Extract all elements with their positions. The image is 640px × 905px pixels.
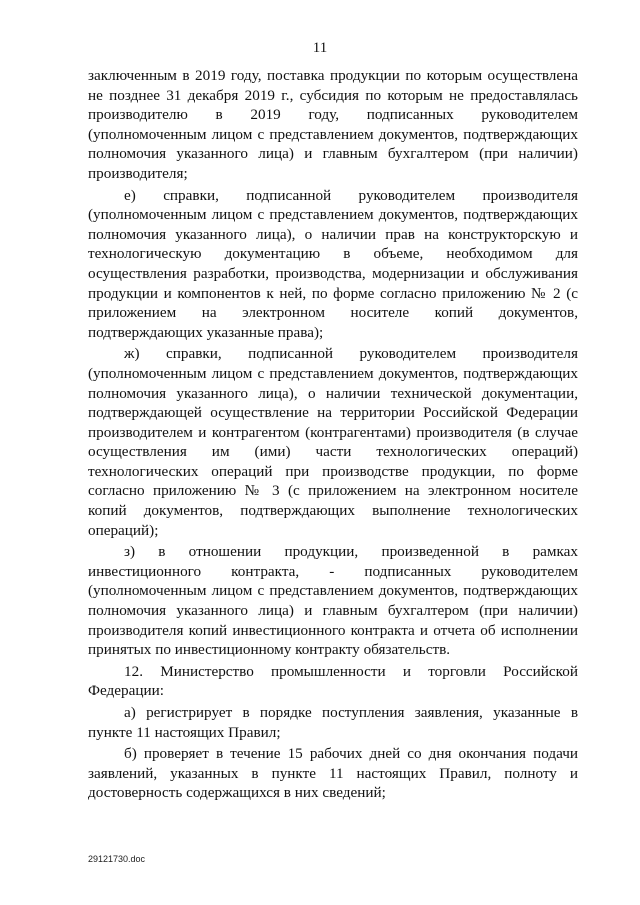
paragraph-item-z: з) в отношении продукции, произведенной в рамках инвестиционного контракта, - подписанных руководителем (уполномоченным лицом с представлением документов, подтверждающих полномочия указанного лица) и главным бухгалтером (при наличии) производителя копий инвестиционного контракта и отчета об исполнении принятых по инвестиционному контракту обязательств.	[88, 543, 578, 659]
document-filename: 29121730.doc	[88, 854, 146, 864]
paragraph-item-a: а) регистрирует в порядке поступления заявления, указанные в пункте 11 настоящих Правил;	[88, 704, 578, 741]
page-number: 11	[312, 40, 328, 56]
paragraph-item-zh: ж) справки, подписанной руководителем производителя (уполномоченным лицом с представлением документов, подтверждающих полномочия указанного лица), о наличии технической документации, подтверждающей осуществление на территории Российской Федерации производителем и контрагентом (контрагентами) производителя (в случае осуществления им (ими) части технологических операций) технологических операций при производстве продукции, по форме согласно приложению № 3 (с приложением на электронном носителе копий документов, подтверждающих выполнение технологических операций);	[88, 345, 578, 539]
document-body	[88, 66, 578, 805]
paragraph-item-b: б) проверяет в течение 15 рабочих дней со дня окончания подачи заявлений, указанных в пункте 11 настоящих Правил, полноту и достоверность содержащихся в них сведений;	[88, 745, 578, 802]
paragraph-continuation: заключенным в 2019 году, поставка продукции по которым осуществлена не позднее 31 декабря 2019 г., субсидия по которым не предоставлялась производителю в 2019 году, подписанных руководителем (уполномоченным лицом с представлением документов, подтверждающих полномочия указанного лица) и главным бухгалтером (при наличии) производителя;	[88, 67, 578, 182]
paragraph-section-12: 12. Министерство промышленности и торговли Российской Федерации:	[88, 662, 578, 700]
paragraph-item-e: е) справки, подписанной руководителем производителя (уполномоченным лицом с представлением документов, подтверждающих полномочия указанного лица), о наличии прав на конструкторскую и технологическую документацию в объеме, необходимом для осуществления разработки, производства, модернизации и обслуживания продукции и компонентов к ней, по форме согласно приложению № 2 (с приложением на электронном носителе копий документов, подтверждающих указанные права);	[88, 186, 578, 341]
